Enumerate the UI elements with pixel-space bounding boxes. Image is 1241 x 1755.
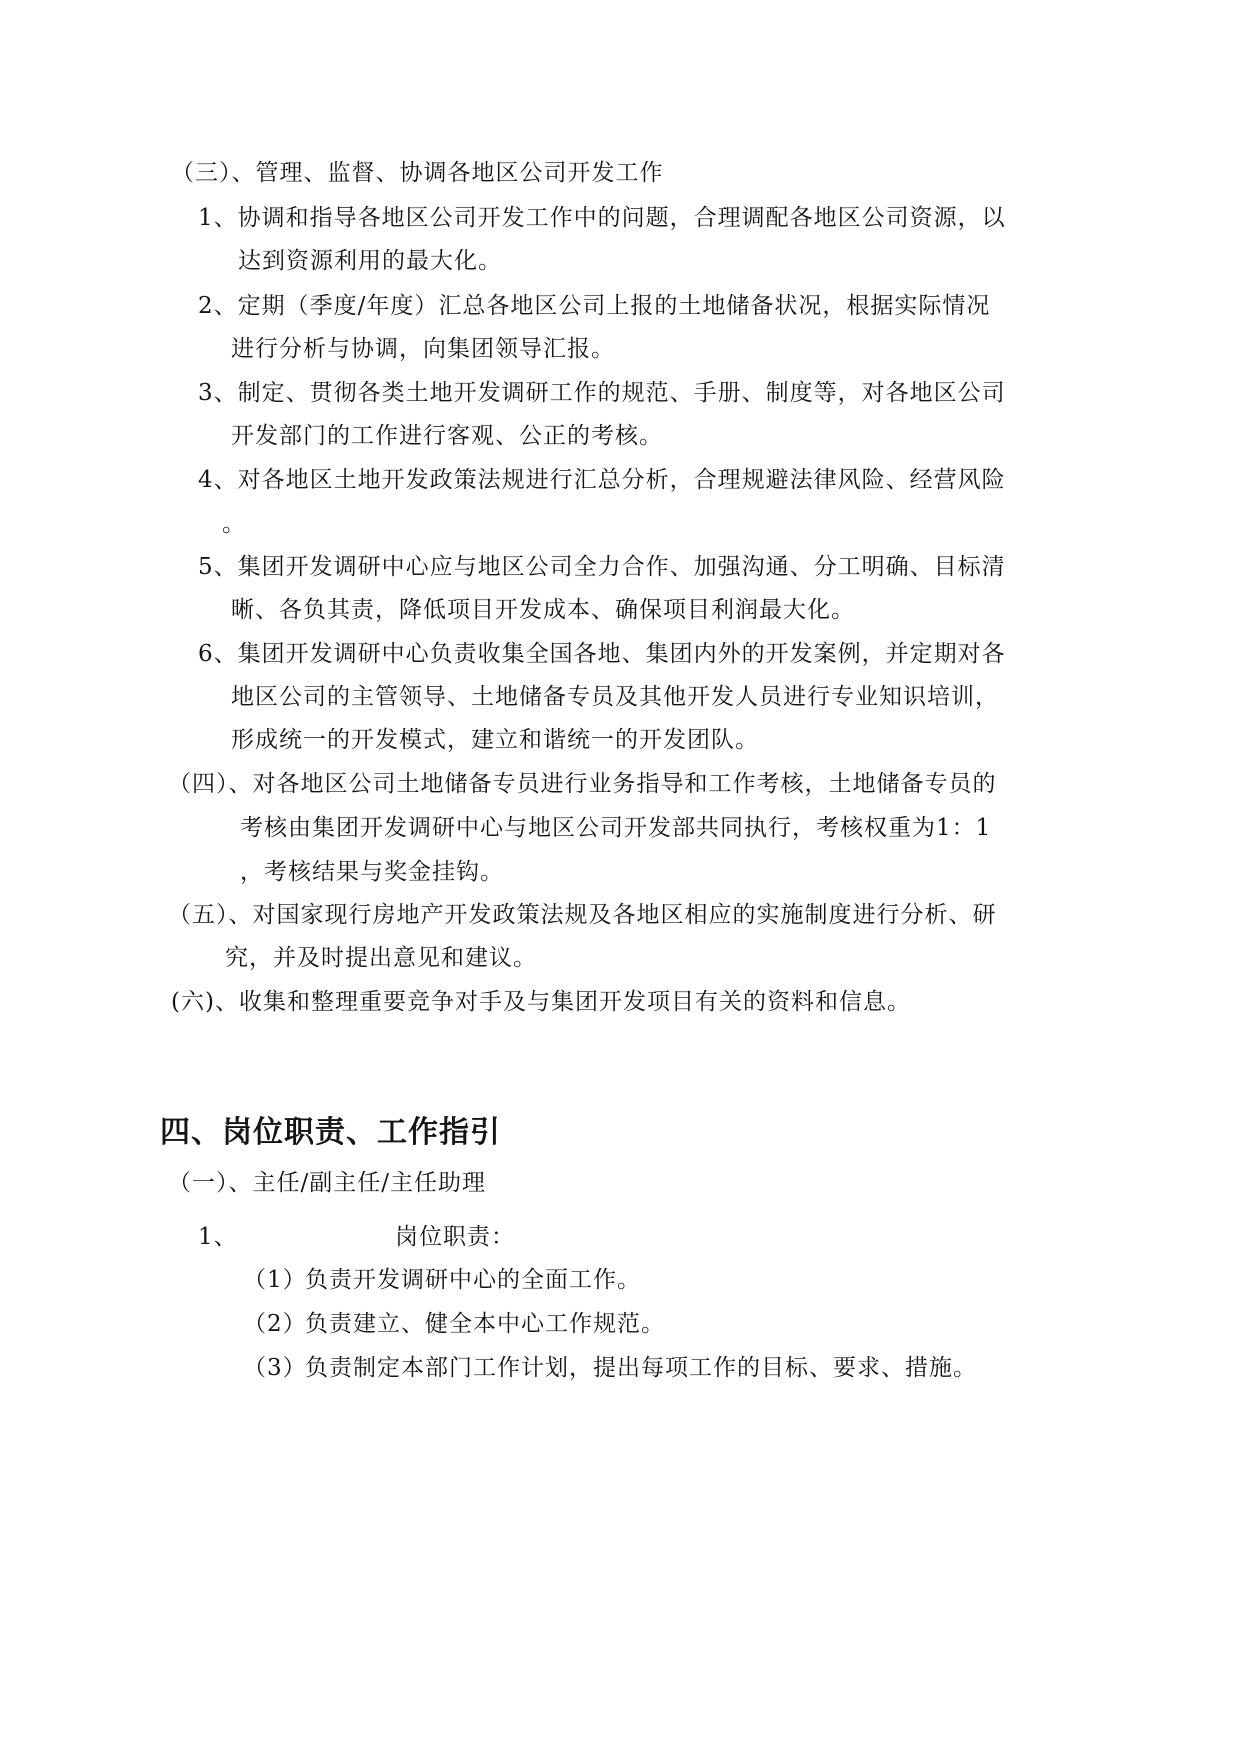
- item-4-line-2: 。: [222, 511, 246, 537]
- duty-2-number: （2）: [243, 1311, 307, 1337]
- duty-1-number: （1）: [243, 1267, 307, 1293]
- item-3-line-1: 3、制定、贯彻各类土地开发调研工作的规范、手册、制度等，对各地区公司: [198, 380, 1006, 406]
- duty-number-1: 1、: [198, 1224, 238, 1250]
- part-4-title: 四、岗位职责、工作指引: [160, 1115, 501, 1150]
- item-3-line-2: 开发部门的工作进行客观、公正的考核。: [231, 423, 663, 449]
- duty-3-number: （3）: [243, 1355, 307, 1381]
- item-6-line-2: 地区公司的主管领导、土地储备专员及其他开发人员进行专业知识培训，: [231, 684, 999, 710]
- duty-label: 岗位职责：: [395, 1224, 515, 1250]
- part-4-subheading-1: （一）、主任/副主任/主任助理: [168, 1170, 486, 1196]
- duty-3-text: 负责制定本部门工作计划，提出每项工作的目标、要求、措施。: [305, 1355, 977, 1381]
- item-1-line-2: 达到资源利用的最大化。: [238, 248, 502, 274]
- section-5-line-2: 究，并及时提出意见和建议。: [225, 945, 537, 971]
- item-1-line-1: 1、协调和指导各地区公司开发工作中的问题，合理调配各地区公司资源，以: [198, 205, 1006, 231]
- item-5-line-2: 晰、各负其责，降低项目开发成本、确保项目利润最大化。: [231, 597, 855, 623]
- item-2-line-2: 进行分析与协调，向集团领导汇报。: [231, 336, 615, 362]
- section-4-line-1: （四）、对各地区公司土地储备专员进行业务指导和工作考核，土地储备专员的: [168, 771, 997, 797]
- item-2-line-1: 2、定期（季度/年度）汇总各地区公司上报的土地储备状况，根据实际情况: [198, 293, 991, 319]
- duty-2-text: 负责建立、健全本中心工作规范。: [305, 1311, 665, 1337]
- item-5-line-1: 5、集团开发调研中心应与地区公司全力合作、加强沟通、分工明确、目标清: [198, 554, 1006, 580]
- section-6-line-1: (六)、收集和整理重要竞争对手及与集团开发项目有关的资料和信息。: [171, 989, 911, 1015]
- section-3-heading: （三）、管理、监督、协调各地区公司开发工作: [171, 160, 664, 186]
- item-4-line-1: 4、对各地区土地开发政策法规进行汇总分析，合理规避法律风险、经营风险: [198, 467, 1006, 493]
- duty-1-text: 负责开发调研中心的全面工作。: [305, 1267, 641, 1293]
- item-6-line-3: 形成统一的开发模式，建立和谐统一的开发团队。: [231, 727, 759, 753]
- section-5-line-1: （五）、对国家现行房地产开发政策法规及各地区相应的实施制度进行分析、研: [168, 902, 997, 928]
- section-4-line-3: ，考核结果与奖金挂钩。: [240, 859, 504, 885]
- item-6-line-1: 6、集团开发调研中心负责收集全国各地、集团内外的开发案例，并定期对各: [198, 641, 1006, 667]
- section-4-line-2: 考核由集团开发调研中心与地区公司开发部共同执行，考核权重为1：1: [240, 815, 992, 841]
